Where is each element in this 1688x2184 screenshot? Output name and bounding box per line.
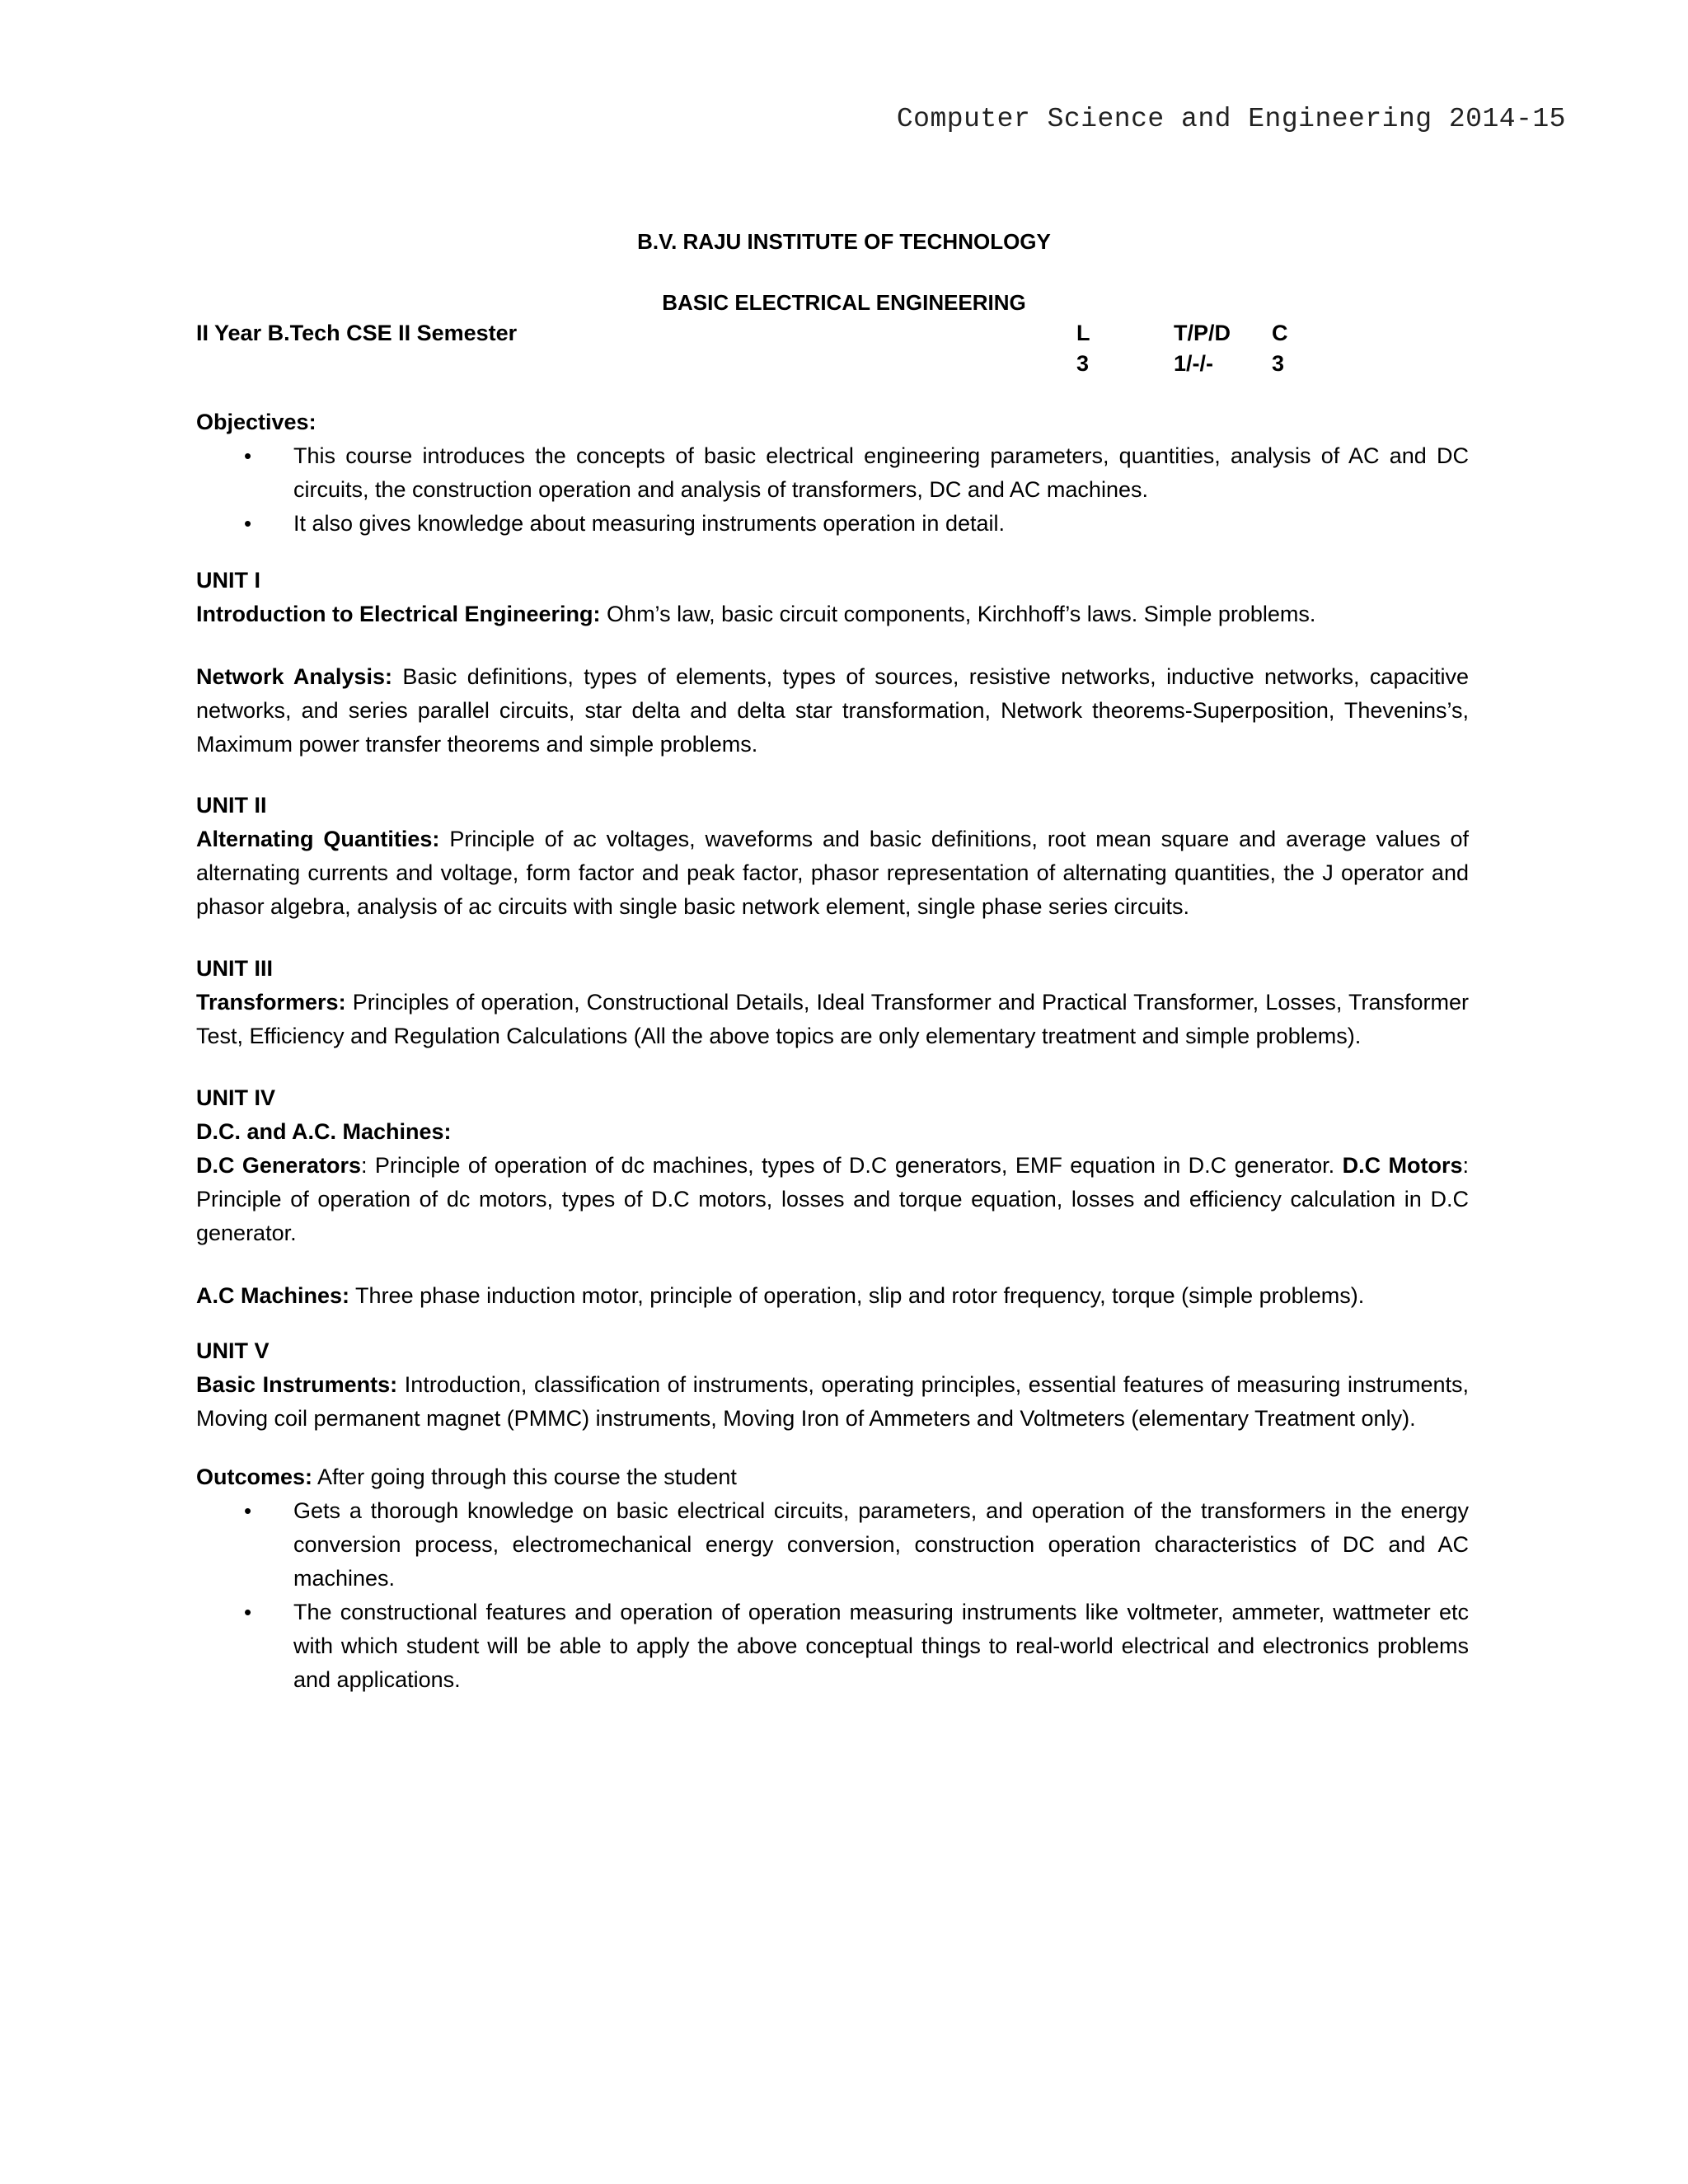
- outcomes-section: [196, 1460, 1469, 1697]
- bullet-icon: •: [244, 1498, 252, 1523]
- course-title: BASIC ELECTRICAL ENGINEERING: [662, 290, 1026, 315]
- unit-heading: UNIT IV: [196, 1085, 276, 1110]
- outcome-item: • The constructional features and operation of operation measuring instruments like voltmeter, ammeter, wattmeter etc with which student will be able to apply the above conceptual things to real-world electrical and electronics problems and applications.: [196, 1596, 1469, 1697]
- unit-2-section: [196, 789, 1469, 924]
- topic-label: Basic Instruments:: [196, 1372, 398, 1397]
- unit-heading: UNIT II: [196, 793, 267, 818]
- unit-heading: UNIT I: [196, 568, 260, 593]
- credits-header-l: L: [1076, 321, 1090, 345]
- outcomes-intro: Outcomes: After going through this course the student: [196, 1465, 737, 1489]
- topic-label: Alternating Quantities:: [196, 827, 440, 851]
- institute-name: B.V. RAJU INSTITUTE OF TECHNOLOGY: [637, 229, 1051, 254]
- topic-label: Network Analysis:: [196, 664, 392, 689]
- unit-4-section: [196, 1081, 1469, 1313]
- bullet-icon: •: [244, 1600, 252, 1624]
- unit-3-section: [196, 952, 1469, 1053]
- unit-1-section: [196, 564, 1469, 762]
- objectives-section: [196, 405, 1469, 541]
- running-header: Computer Science and Engineering 2014-15: [896, 104, 1566, 134]
- outcomes-heading: Outcomes:: [196, 1465, 313, 1489]
- topic-label: A.C Machines:: [196, 1283, 350, 1308]
- unit-paragraph: D.C Generators: Principle of operation of dc machines, types of D.C generators, EMF equation in D.C generator. D.C Motors: Principle of operation of dc motors, types of D.C motors, losses and torque equation, losses and efficiency calculation in D.C generator.: [196, 1153, 1469, 1245]
- unit-heading: UNIT V: [196, 1338, 270, 1363]
- unit-paragraph: Introduction to Electrical Engineering: Ohm’s law, basic circuit components, Kirchhoff’s laws. Simple problems.: [196, 602, 1316, 626]
- credits-value-tpd: 1/-/-: [1174, 351, 1214, 376]
- credits-header-tpd: T/P/D: [1174, 321, 1231, 345]
- topic-label: D.C Generators: [196, 1153, 361, 1178]
- unit-paragraph: Basic Instruments: Introduction, classification of instruments, operating principles, essential features of measuring instruments, Moving coil permanent magnet (PMMC) instruments, Moving Iron of Ammeters and Voltmeters (elementary Treatment only).: [196, 1372, 1469, 1431]
- unit-paragraph: Transformers: Principles of operation, Constructional Details, Ideal Transformer and Practical Transformer, Losses, Transformer Test, Efficiency and Regulation Calculations (All the above topics are only elementary treatment and simple problems).: [196, 990, 1469, 1048]
- credits-value-l: 3: [1076, 351, 1090, 376]
- objectives-list: [196, 439, 1469, 541]
- objectives-heading: Objectives:: [196, 410, 316, 434]
- credits-header-c: C: [1272, 321, 1288, 345]
- unit-subheading: D.C. and A.C. Machines:: [196, 1119, 452, 1144]
- unit-5-section: [196, 1334, 1469, 1436]
- unit-heading: UNIT III: [196, 956, 273, 981]
- year-semester: II Year B.Tech CSE II Semester: [196, 321, 518, 345]
- unit-paragraph: Network Analysis: Basic definitions, types of elements, types of sources, resistive networks, inductive networks, capacitive networks, and series parallel circuits, star delta and delta star transformation, Network theorems-Superposition, Thevenins’s, Maximum power transfer theorems and simple problems.: [196, 664, 1469, 757]
- outcomes-list: [196, 1494, 1469, 1697]
- unit-paragraph: Alternating Quantities: Principle of ac voltages, waveforms and basic definitions, root mean square and average values of alternating currents and voltage, form factor and peak factor, phasor representation of alternating quantities, the J operator and phasor algebra, analysis of ac circuits with single basic network element, single phase series circuits.: [196, 827, 1470, 919]
- unit-paragraph: A.C Machines: Three phase induction motor, principle of operation, slip and rotor frequency, torque (simple problems).: [196, 1283, 1365, 1308]
- bullet-icon: •: [244, 443, 252, 468]
- objective-item: • This course introduces the concepts of basic electrical engineering parameters, quantities, analysis of AC and DC circuits, the construction operation and analysis of transformers, DC and AC machines.: [196, 439, 1469, 507]
- topic-label: D.C Motors: [1342, 1153, 1463, 1178]
- bullet-icon: •: [244, 511, 252, 536]
- credits-value-c: 3: [1272, 351, 1285, 376]
- outcome-item: • Gets a thorough knowledge on basic electrical circuits, parameters, and operation of the transformers in the energy conversion process, electromechanical energy conversion, construction operation characteristics of DC and AC machines.: [196, 1494, 1469, 1596]
- objective-item: • It also gives knowledge about measuring instruments operation in detail.: [196, 507, 1469, 541]
- topic-label: Transformers:: [196, 990, 346, 1015]
- topic-label: Introduction to Electrical Engineering:: [196, 602, 601, 626]
